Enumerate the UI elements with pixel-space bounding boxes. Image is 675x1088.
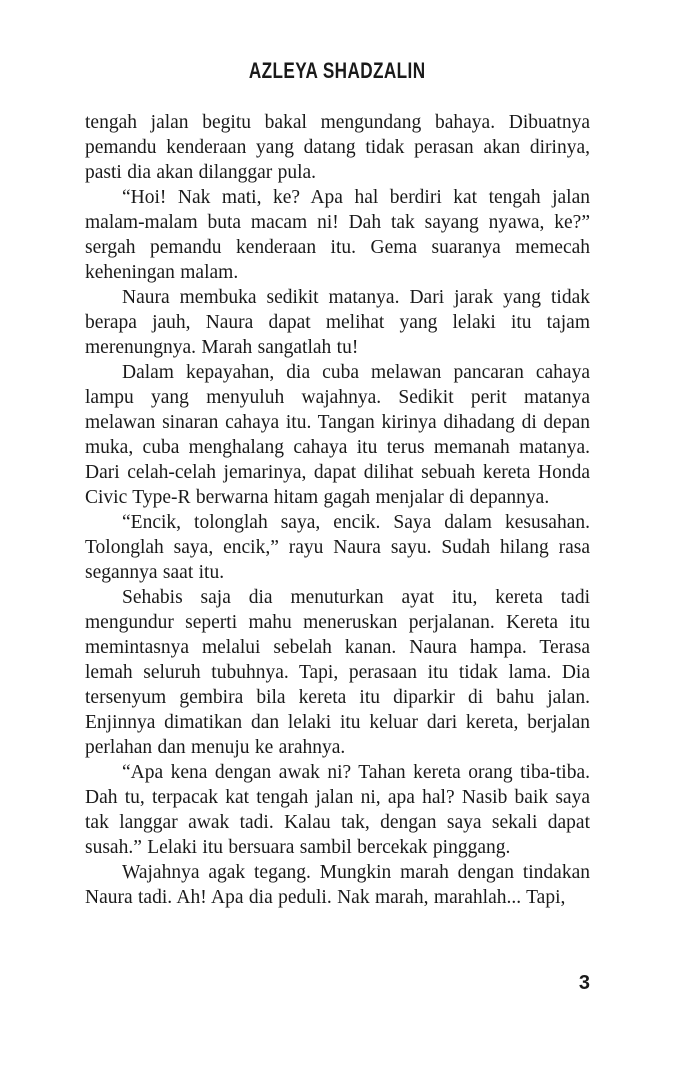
page-number: 3 — [578, 972, 590, 994]
body-paragraph: “Apa kena dengan awak ni? Tahan kereta orang tiba-tiba. Dah tu, terpacak kat tengah jalan ni, apa hal? Nasib baik saya tak langgar awak tadi. Kalau tak, dengan saya sekali dapat susah.” Lelaki itu bersuara sambil bercekak pinggang. — [85, 762, 590, 858]
body-paragraph: Dalam kepayahan, dia cuba melawan pancaran cahaya lampu yang menyuluh wajahnya. Sedikit perit matanya melawan sinaran cahaya itu. Tangan kirinya dihadang di depan muka, cuba menghalang cahaya itu terus memanah matanya. Dari celah-celah jemarinya, dapat dilihat sebuah kereta Honda Civic Type-R berwarna hitam gagah menjalar di depannya. — [85, 362, 590, 508]
author-name: AZLEYA SHADZALIN — [249, 58, 426, 83]
body-text — [85, 110, 590, 910]
body-paragraph: Naura membuka sedikit matanya. Dari jarak yang tidak berapa jauh, Naura dapat melihat yang lelaki itu tajam merenungnya. Marah sangatlah tu! — [85, 287, 590, 358]
body-paragraph: tengah jalan begitu bakal mengundang bahaya. Dibuatnya pemandu kenderaan yang datang tidak perasan akan dirinya, pasti dia akan dilanggar pula. — [85, 112, 590, 183]
body-paragraph: “Hoi! Nak mati, ke? Apa hal berdiri kat tengah jalan malam-malam buta macam ni! Dah tak sayang nyawa, ke?” sergah pemandu kenderaan itu. Gema suaranya memecah keheningan malam. — [85, 187, 590, 283]
body-paragraph: Sehabis saja dia menuturkan ayat itu, kereta tadi mengundur seperti mahu meneruskan perjalanan. Kereta itu memintasnya melalui sebelah kanan. Naura hampa. Terasa lemah seluruh tubuhnya. Tapi, perasaan itu tidak lama. Dia tersenyum gembira bila kereta itu diparkir di bahu jalan. Enjinnya dimatikan dan lelaki itu keluar dari kereta, berjalan perlahan dan menuju ke arahnya. — [85, 587, 590, 758]
body-paragraph: Wajahnya agak tegang. Mungkin marah dengan tindakan Naura tadi. Ah! Apa dia peduli. Nak marah, marahlah... Tapi, — [85, 862, 590, 908]
body-paragraph: “Encik, tolonglah saya, encik. Saya dalam kesusahan. Tolonglah saya, encik,” rayu Naura sayu. Sudah hilang rasa segannya saat itu. — [85, 512, 590, 583]
page-footer — [85, 972, 590, 995]
running-header — [0, 58, 675, 84]
